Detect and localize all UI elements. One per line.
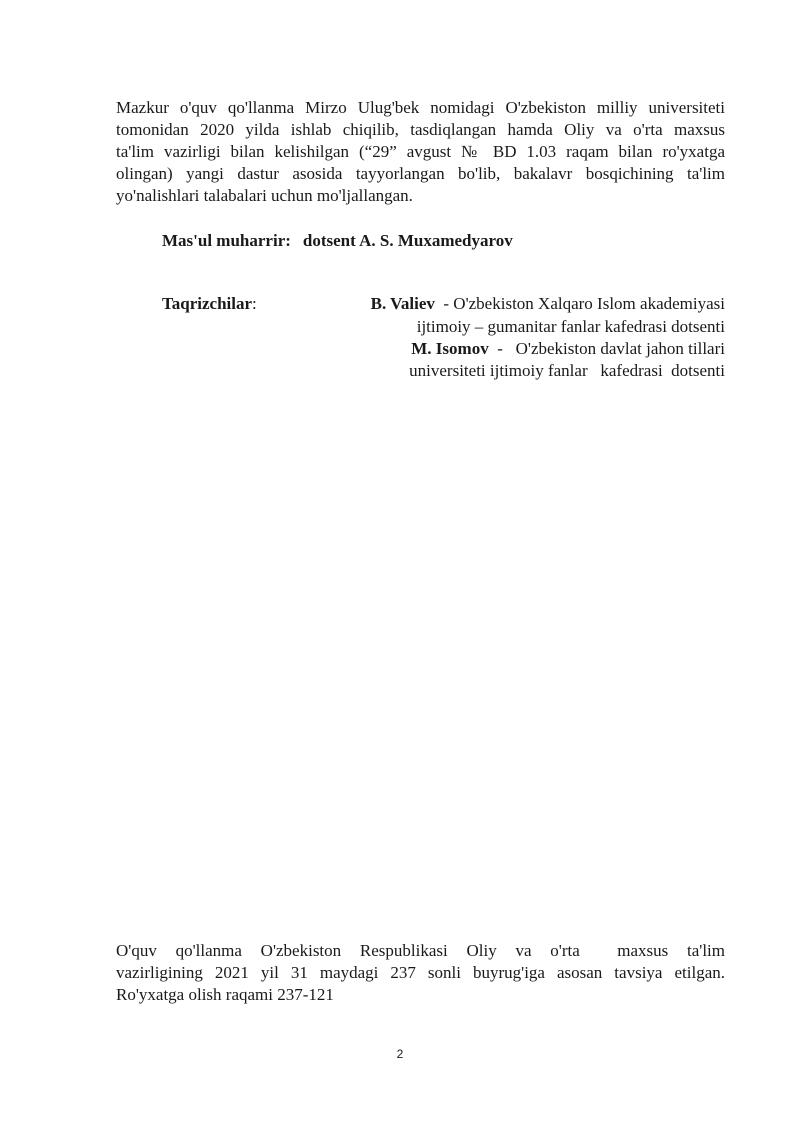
reviewers-label-text: Taqrizchilar <box>162 294 253 313</box>
intro-line: olingan) yangi dastur asosida tayyorlangan bo'lib, bakalavr bosqichining ta'lim <box>116 164 725 183</box>
reviewer-2-affiliation: - O'zbekiston davlat jahon tillari <box>488 339 725 358</box>
reviewer-1-line-2: ijtimoiy – gumanitar fanlar kafedrasi dotsenti <box>416 317 725 336</box>
reviewer-2-line-1 <box>411 338 725 360</box>
intro-line: yo'nalishlari talabalari uchun mo'ljallangan. <box>116 186 413 205</box>
reviewer-1-affiliation: - O'zbekiston Xalqaro Islom akademiyasi <box>434 294 725 313</box>
approval-line: O'quv qo'llanma O'zbekiston Respublikasi Oliy va o'rta maxsus ta'lim <box>116 941 725 960</box>
intro-line: Mazkur o'quv qo'llanma Mirzo Ulug'bek nomidagi O'zbekiston milliy universiteti <box>116 98 725 117</box>
editor-label: Mas'ul muharrir: <box>162 231 291 250</box>
editor-name: dotsent A. S. Muxamedyarov <box>302 231 513 250</box>
intro-line: tomonidan 2020 yilda ishlab chiqilib, tasdiqlangan hamda Oliy va o'rta maxsus <box>116 120 725 139</box>
reviewer-2-line-2: universiteti ijtimoiy fanlar kafedrasi dotsenti <box>409 361 725 380</box>
reviewer-2-name: M. Isomov <box>411 339 489 358</box>
reviewers-label-colon: : <box>252 294 257 313</box>
approval-paragraph <box>116 940 725 1006</box>
reviewer-1-name: B. Valiev <box>370 294 435 313</box>
approval-line: vazirligining 2021 yil 31 maydagi 237 sonli buyrug'iga asosan tavsiya etilgan. <box>116 963 725 982</box>
responsible-editor <box>162 230 513 252</box>
reviewers-label <box>162 293 257 315</box>
intro-line: ta'lim vazirligi bilan kelishilgan (“29” avgust № BD 1.03 raqam bilan ro'yxatga <box>116 142 725 161</box>
page-number: 2 <box>396 1047 404 1061</box>
intro-paragraph <box>116 97 725 207</box>
reviewer-1-line-1 <box>371 293 725 315</box>
approval-line: Ro'yxatga olish raqami 237-121 <box>116 985 334 1004</box>
